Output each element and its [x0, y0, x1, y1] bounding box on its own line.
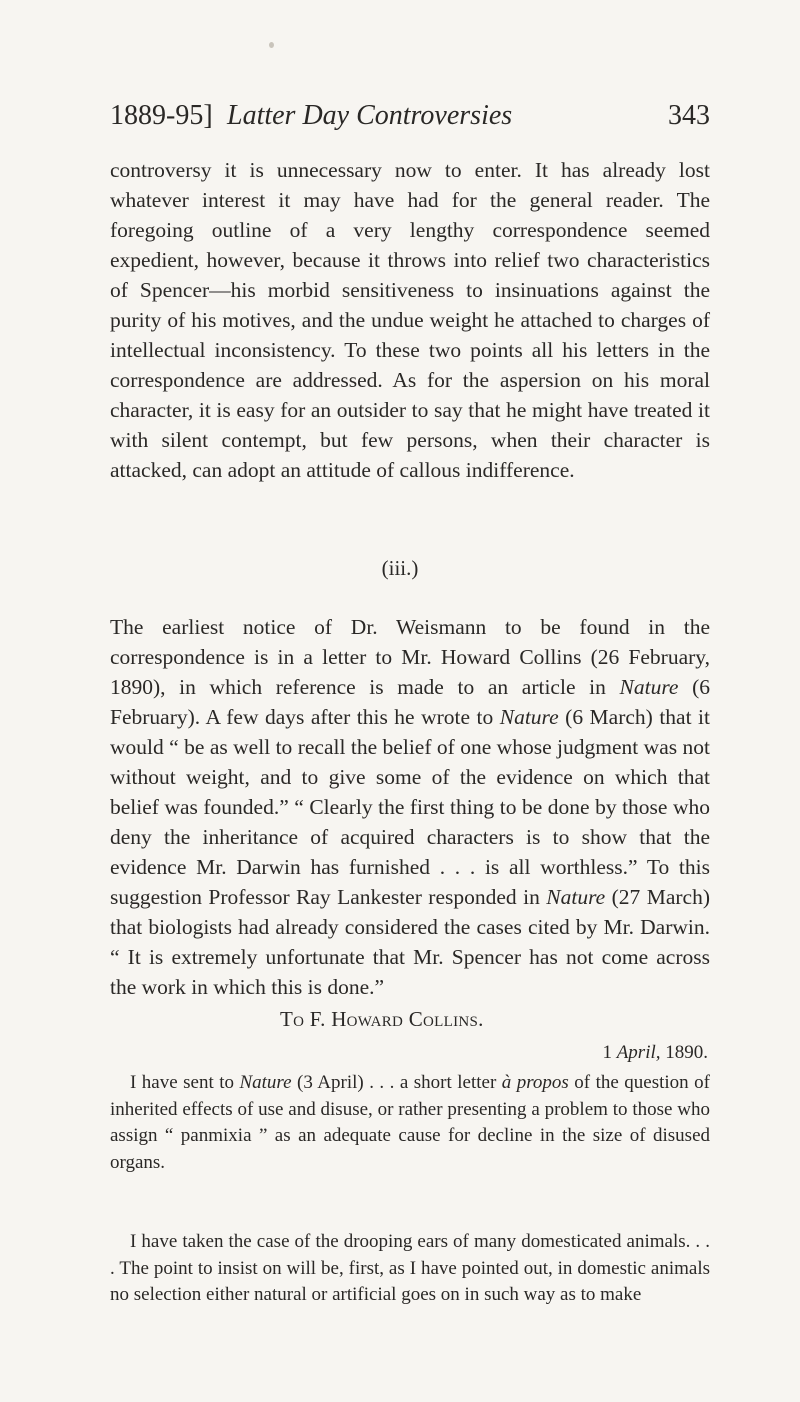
header-title: Latter Day Controversies: [227, 100, 513, 131]
letter-paragraph-2: I have taken the case of the drooping ears of many domesticated animals. . . . The point to insist on will be, first, as I have pointed out, in domestic animals no selection either natural or artificial goes on in such way as to make: [110, 1231, 710, 1306]
letter-date: 1 April, 1890.: [602, 1042, 708, 1063]
running-header: [110, 96, 710, 136]
paragraph-weismann: The earliest notice of Dr. Weismann to be found in the correspondence is in a letter to Mr. Howard Collins (26 February, 1890), in which reference is made to an article in Nature (6 February). A few days after this he wrote to Nature (6 March) that it would “ be as well to recall the belief of one whose judgment was not without weight, and to give some of the evidence on which that belief was founded.” “ Clearly the first thing to be done by those who deny the inheritance of acquired characters is to show that the evidence Mr. Darwin has furnished . . . is all worthless.” To this suggestion Professor Ray Lankester responded in Nature (27 March) that biologists had already considered the cases cited by Mr. Darwin. “ It is extremely unfortunate that Mr. Spencer has not come across the work in which this is done.”: [110, 615, 710, 999]
header-years: 1889-95]: [110, 100, 213, 131]
section-number: (iii.): [381, 556, 419, 580]
ink-speck: [269, 42, 274, 48]
page-number: 343: [668, 100, 710, 131]
letter-heading: To F. Howard Collins.: [280, 1007, 484, 1031]
letter-paragraph-1: I have sent to Nature (3 April) . . . a short letter à propos of the question of inherited effects of use and disuse, or rather presenting a problem to those who assign “ panmixia ” as an adequate cause for decline in the size of disused organs.: [110, 1072, 710, 1173]
paragraph-controversy: controversy it is unnecessary now to enter. It has already lost whatever interest it may have had for the general reader. The foregoing outline of a very lengthy correspondence seemed expedient, however, because it throws into relief two characteristics of Spencer—his morbid sensitiveness to insinuations against the purity of his motives, and the undue weight he attached to charges of intellectual inconsistency. To these two points all his letters in the correspondence are addressed. As for the aspersion on his moral character, it is easy for an outsider to say that he might have treated it with silent contempt, but few persons, when their character is attacked, can adopt an attitude of callous indifference.: [110, 158, 710, 482]
